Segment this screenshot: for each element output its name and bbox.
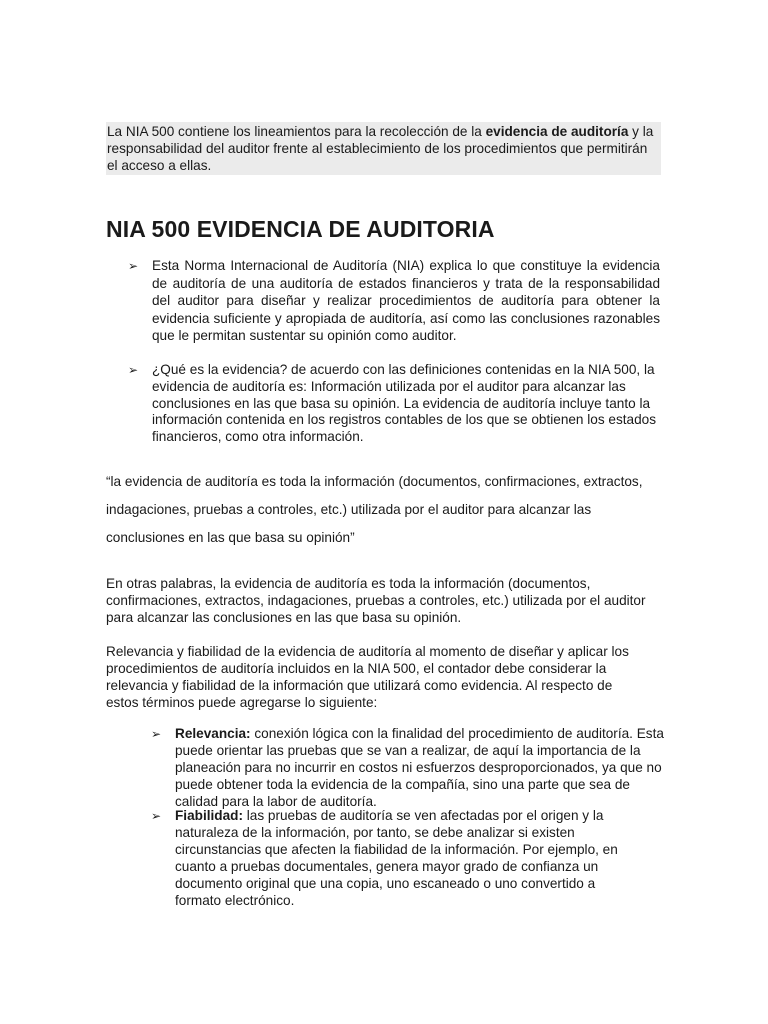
quote-paragraph: “la evidencia de auditoría es toda la información (documentos, confirmaciones, extractos, indagaciones, pruebas a controles, etc.) utilizada por el auditor para alcanzar las conclusiones en las que basa su opinión” [106,474,643,545]
term-text: las pruebas de auditoría se ven afectadas por el origen y la naturaleza de la información, por tanto, se debe analizar si existen circunstancias que afecten la fiabilidad de la información. Por ejemplo, en cuanto a pruebas documentales, genera mayor grado de confianza un documento original que una copia, uno escaneado o uno convertido a formato electrónico. [175,808,618,908]
arrow-bullet-icon: ➢ [128,363,139,377]
arrow-bullet-icon: ➢ [151,809,162,823]
intro-text-after: y la responsabilidad del auditor frente al establecimiento de los procedimientos que permitirán el acceso a ellas. [107,124,654,173]
page-title: NIA 500 EVIDENCIA DE AUDITORIA [106,216,495,242]
term-item [175,807,645,909]
term-label: Relevancia: [175,726,251,741]
paragraph: Relevancia y fiabilidad de la evidencia de auditoría al momento de diseñar y aplicar los procedimientos de auditoría incluidos en la NIA 500, el contador debe considerar la relevancia y fiabilidad de la información que utilizará como evidencia. Al respecto de estos términos puede agregarse lo siguiente: [106,644,629,710]
bullet-item: ¿Qué es la evidencia? de acuerdo con las definiciones contenidas en la NIA 500, la evidencia de auditoría es: Información utilizada por el auditor para alcanzar las conclusiones en las que basa su opinión. La evidencia de auditoría incluye tanto la información contenida en los registros contables de los que se obtienen los estados financieros, como otra información. [152,362,657,445]
bullet-item: Esta Norma Internacional de Auditoría (NIA) explica lo que constituye la evidencia de auditoría de una auditoría de estados financieros y trata de la responsabilidad del auditor para diseñar y realizar procedimientos de auditoría para obtener la evidencia suficiente y apropiada de auditoría, así como las conclusiones razonables que le permitan sustentar su opinión como auditor. [152,258,660,343]
term-text: conexión lógica con la finalidad del procedimiento de auditoría. Esta puede orientar las pruebas que se van a realizar, de aquí la importancia de la planeación para no incurrir en costos ni esfuerzos desproporcionados, ya que no puede obtener toda la evidencia de la compañía, sino una parte que sea de calidad para la labor de auditoría. [175,726,664,809]
arrow-bullet-icon: ➢ [151,727,162,741]
intro-bold-term: evidencia de auditoría [485,124,629,139]
intro-paragraph [106,122,661,175]
paragraph: En otras palabras, la evidencia de auditoría es toda la información (documentos, confirmaciones, extractos, indagaciones, pruebas a controles, etc.) utilizada por el auditor para alcanzar las conclusiones en las que basa su opinión. [106,576,646,625]
arrow-bullet-icon: ➢ [128,259,139,273]
intro-text-before: La NIA 500 contiene los lineamientos para la recolección de la [107,124,486,139]
term-label: Fiabilidad: [175,808,243,823]
term-item [175,725,665,810]
